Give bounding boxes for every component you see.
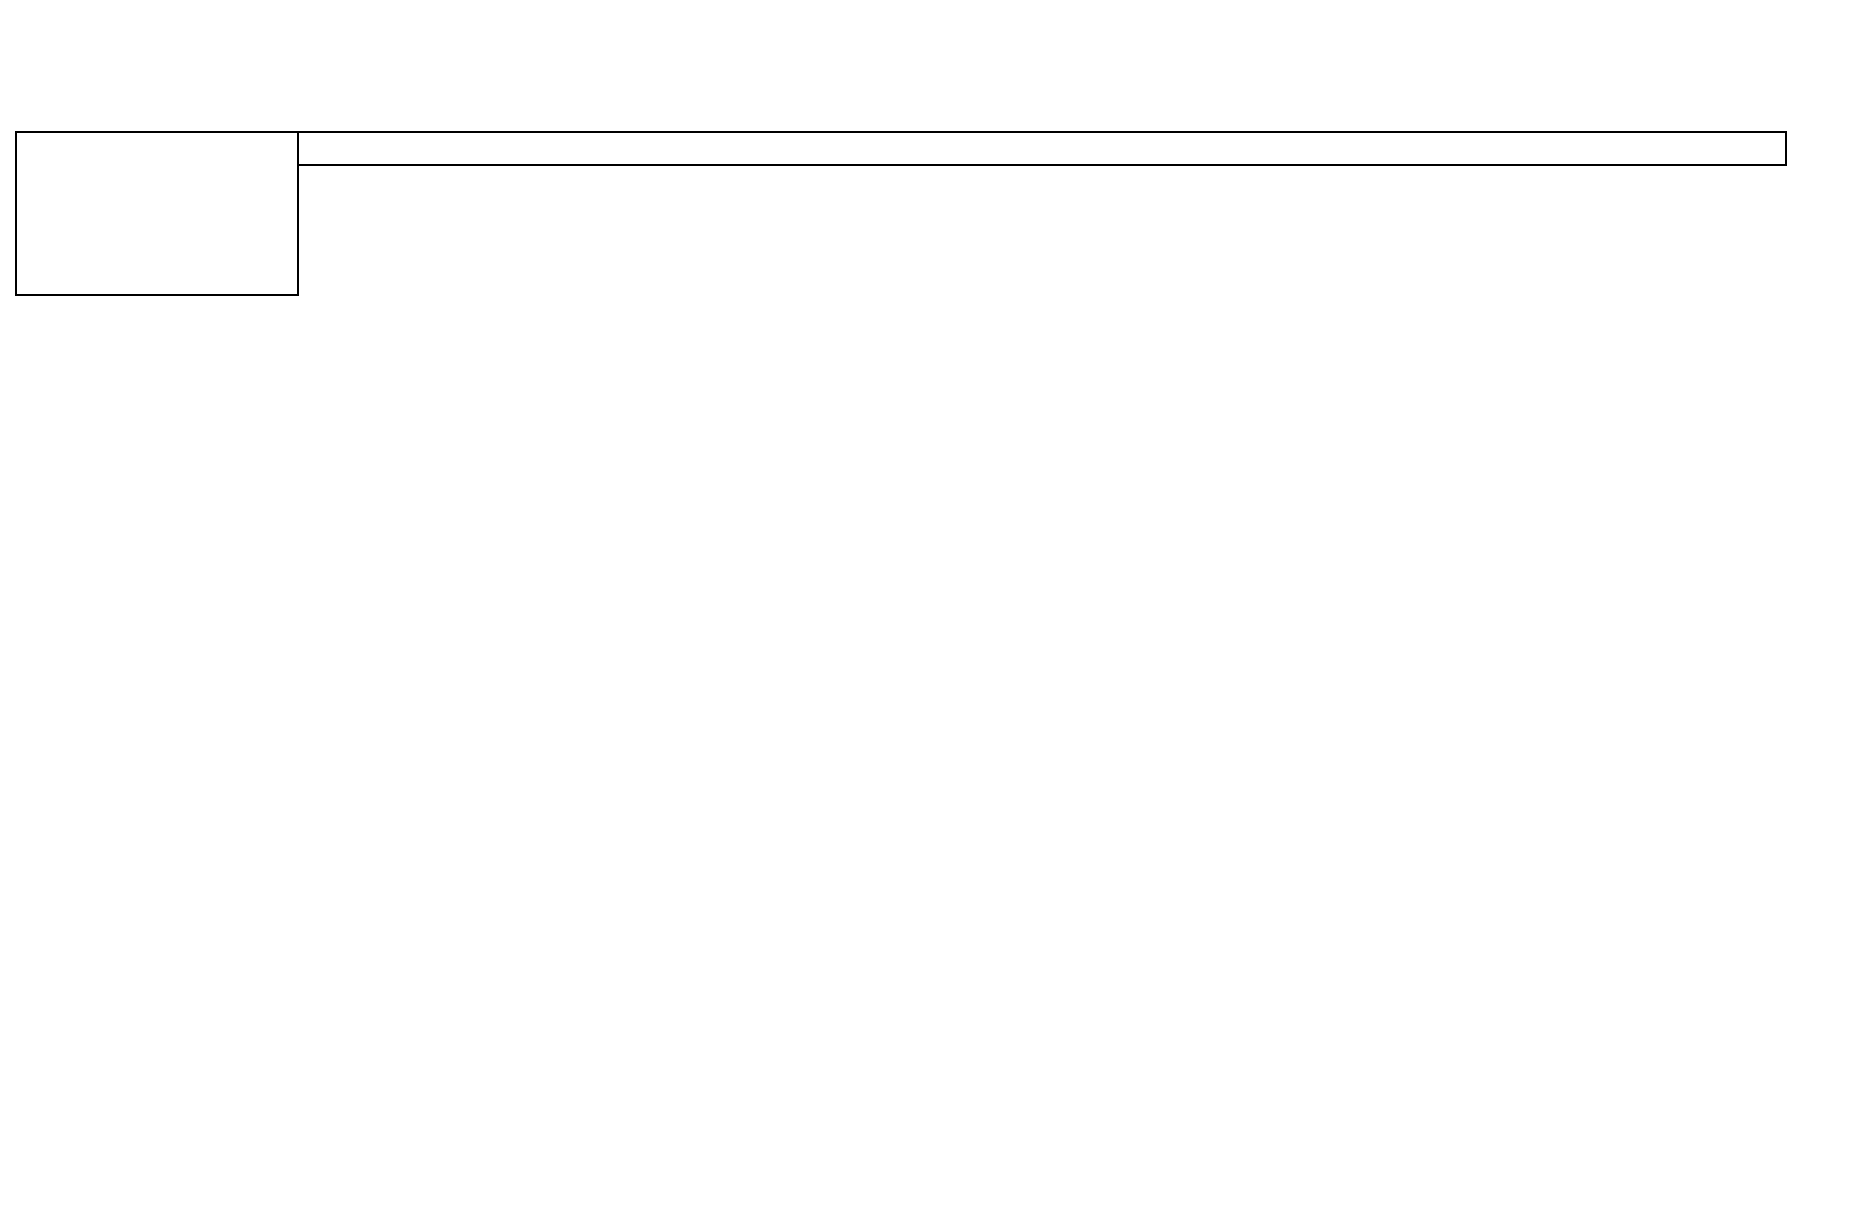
dimensional-regulations-table [15,131,1787,296]
district-header [298,132,1786,165]
dimension-header [16,132,298,295]
